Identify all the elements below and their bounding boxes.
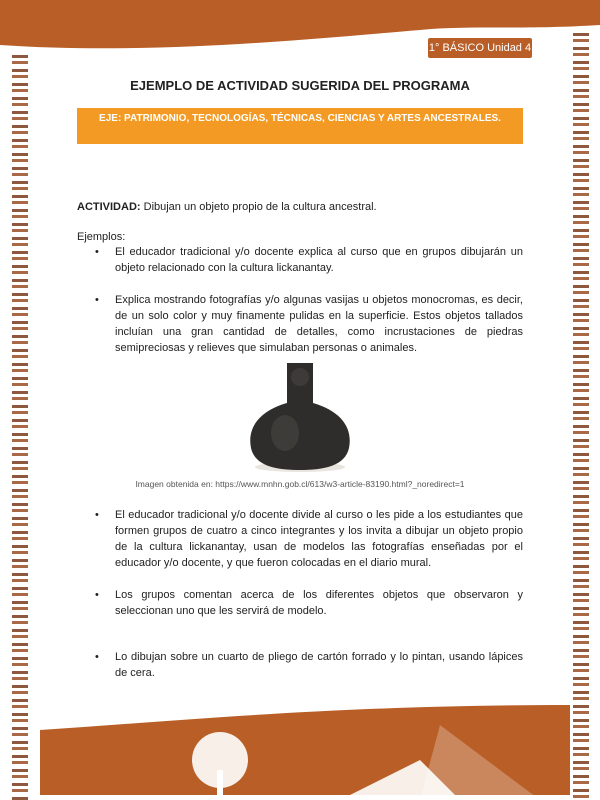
- list-item: • Los grupos comentan acerca de los diferentes objetos que observaron y seleccionan uno que les servirá de modelo.: [95, 587, 523, 619]
- image-caption: Imagen obtenida en: https://www.mnhn.gob.cl/613/w3-article-83190.html?_noredirect=1: [135, 479, 465, 489]
- list-item: • Lo dibujan sobre un cuarto de pliego de cartón forrado y lo pintan, usando lápices de cera.: [95, 649, 523, 681]
- bullet-list-3: [95, 649, 523, 681]
- eje-banner: EJE: PATRIMONIO, TECNOLOGÍAS, TÉCNICAS, CIENCIAS Y ARTES ANCESTRALES.: [77, 108, 523, 144]
- bullet-list-1: [95, 244, 523, 356]
- list-item: • El educador tradicional y/o docente divide al curso o les pide a los estudiantes que formen grupos de cuatro a cinco integrantes y los invita a dibujar un objeto propio de la cultura lickanantay, usan de modelos las fotografías enseñadas por el educador y/o docente, y que fueron colocadas en el diario mural.: [95, 507, 523, 571]
- list-item: • Explica mostrando fotografías y/o algunas vasijas u objetos monocromas, es decir, de un solo color y muy finamente pulidas en la superficie. Estos objetos tallados incluían una gran cantidad de detalles, como incrustaciones de piedras semipreciosas y relieves que simulaban personas o animales.: [95, 292, 523, 356]
- activity-text: Dibujan un objeto propio de la cultura ancestral.: [140, 201, 377, 213]
- bullet-list-2: [95, 507, 523, 619]
- activity-label: ACTIVIDAD:: [77, 201, 141, 213]
- right-pattern-border: [573, 33, 589, 800]
- footer-landscape: [40, 700, 570, 800]
- unit-tag: 1° BÁSICO Unidad 4: [428, 38, 532, 58]
- page-title: EJEMPLO DE ACTIVIDAD SUGERIDA DEL PROGRAMA: [130, 78, 470, 93]
- left-pattern-border: [12, 55, 28, 800]
- examples-label: Ejemplos:: [77, 231, 126, 243]
- list-item: • El educador tradicional y/o docente explica al curso que en grupos dibujarán un objeto relacionado con la cultura lickanantay.: [95, 244, 523, 276]
- ceramic-vessel-image: [245, 355, 355, 475]
- activity-line: [77, 200, 523, 215]
